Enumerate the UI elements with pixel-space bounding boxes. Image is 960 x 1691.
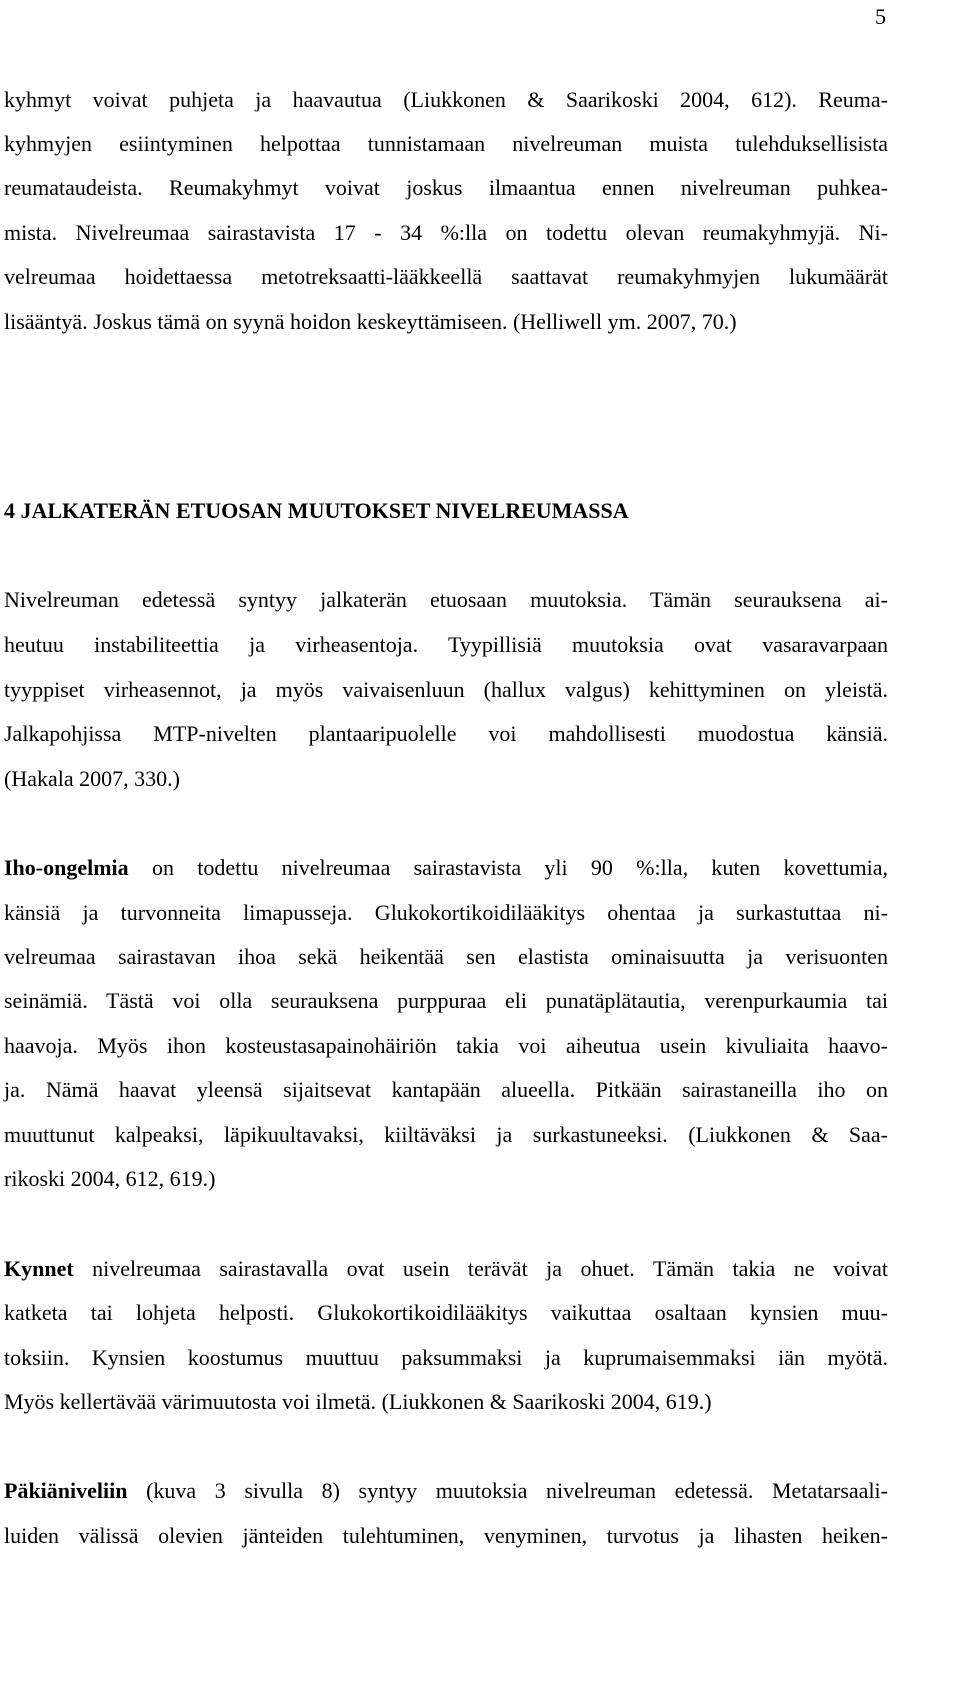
paragraph-3-line-5: haavoja. Myös ihon kosteustasapainohäiriön takia voi aiheutua usein kivuliaita haavo- — [4, 1033, 888, 1058]
paragraph-2-line-5: (Hakala 2007, 330.) — [4, 766, 180, 791]
paragraph-1-line-4: mista. Nivelreumaa sairastavista 17 - 34 %:lla on todettu olevan reumakyhmyjä. Ni- — [4, 220, 888, 245]
section-heading: 4 JALKATERÄN ETUOSAN MUUTOKSET NIVELREUMASSA — [4, 498, 629, 523]
paragraph-4-line-4: Myös kellertävää värimuutosta voi ilmetä. (Liukkonen & Saarikoski 2004, 619.) — [4, 1389, 712, 1414]
paragraph-2-line-1: Nivelreuman edetessä syntyy jalkaterän etuosaan muutoksia. Tämän seurauksena ai- — [4, 587, 888, 612]
paragraph-1-line-6: lisääntyä. Joskus tämä on syynä hoidon keskeyttämiseen. (Helliwell ym. 2007, 70.) — [4, 309, 737, 334]
paragraph-4-line-1-rest: nivelreumaa sairastavalla ovat usein terävät ja ohuet. Tämän takia ne voivat — [73, 1256, 888, 1281]
paragraph-4-line-1 — [4, 1256, 888, 1282]
paragraph-2-line-2: heutuu instabiliteettia ja virheasentoja. Tyypillisiä muutoksia ovat vasaravarpaan — [4, 632, 888, 657]
paragraph-3-line-7: muuttunut kalpeaksi, läpikuultavaksi, kiiltäväksi ja surkastuneeksi. (Liukkonen & Saa- — [4, 1122, 888, 1147]
paragraph-1-line-5: velreumaa hoidettaessa metotreksaatti-lääkkeellä saattavat reumakyhmyjen lukumäärät — [4, 264, 888, 289]
term-iho-ongelmia: Iho-ongelmia — [4, 855, 129, 880]
paragraph-3-line-8: rikoski 2004, 612, 619.) — [4, 1166, 216, 1191]
paragraph-1-line-1: kyhmyt voivat puhjeta ja haavautua (Liukkonen & Saarikoski 2004, 612). Reuma- — [4, 87, 888, 112]
paragraph-2-line-4: Jalkapohjissa MTP-nivelten plantaaripuolelle voi mahdollisesti muodostua känsiä. — [4, 721, 888, 746]
paragraph-5-line-1-rest: (kuva 3 sivulla 8) syntyy muutoksia nivelreuman edetessä. Metatarsaali- — [127, 1478, 888, 1503]
paragraph-4-line-3: toksiin. Kynsien koostumus muuttuu paksummaksi ja kuprumaisemmaksi iän myötä. — [4, 1345, 888, 1370]
paragraph-1-line-2: kyhmyjen esiintyminen helpottaa tunnistamaan nivelreuman muista tulehduksellisista — [4, 131, 888, 156]
paragraph-3-line-3: velreumaa sairastavan ihoa sekä heikentää sen elastista ominaisuutta ja verisuonten — [4, 944, 888, 969]
paragraph-5-line-2: luiden välissä olevien jänteiden tulehtuminen, venyminen, turvotus ja lihasten heiken- — [4, 1523, 888, 1548]
paragraph-2-line-3: tyyppiset virheasennot, ja myös vaivaisenluun (hallux valgus) kehittyminen on yleistä. — [4, 677, 888, 702]
paragraph-3-line-1-rest: on todettu nivelreumaa sairastavista yli 90 %:lla, kuten kovettumia, — [128, 855, 888, 880]
paragraph-1-line-3: reumataudeista. Reumakyhmyt voivat joskus ilmaantua ennen nivelreuman puhkea- — [4, 175, 888, 200]
page-number: 5 — [875, 4, 886, 29]
paragraph-3-line-2: känsiä ja turvonneita limapusseja. Glukokortikoidilääkitys ohentaa ja surkastuttaa ni- — [4, 900, 888, 925]
paragraph-5-line-1 — [4, 1478, 888, 1504]
term-pakianiveliin: Päkiäniveliin — [4, 1478, 128, 1503]
paragraph-3-line-1 — [4, 855, 888, 881]
paragraph-3-line-6: ja. Nämä haavat yleensä sijaitsevat kantapään alueella. Pitkään sairastaneilla iho on — [4, 1077, 888, 1102]
paragraph-4-line-2: katketa tai lohjeta helposti. Glukokortikoidilääkitys vaikuttaa osaltaan kynsien muu- — [4, 1300, 888, 1325]
term-kynnet: Kynnet — [4, 1256, 74, 1281]
paragraph-3-line-4: seinämiä. Tästä voi olla seurauksena purppuraa eli punatäplätautia, verenpurkaumia tai — [4, 988, 888, 1013]
